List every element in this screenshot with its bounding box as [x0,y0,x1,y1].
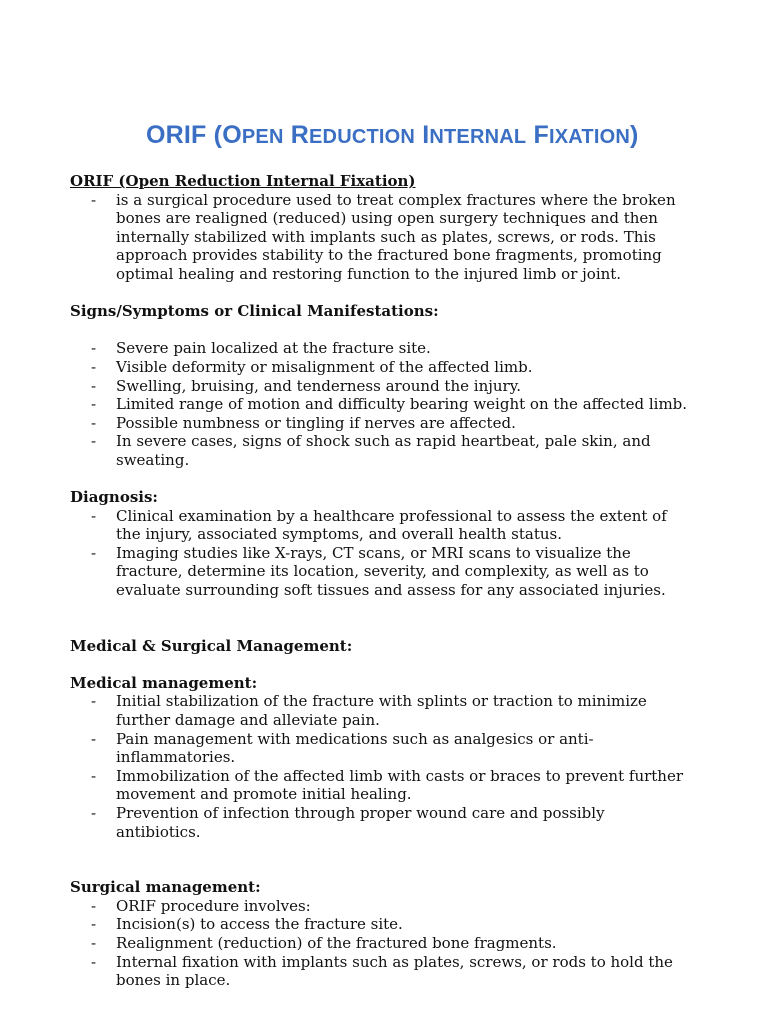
surgical-heading: Surgical management: [70,878,261,897]
document-title [0,121,768,150]
dash-bullet: - [91,506,97,525]
dash-bullet: - [91,896,97,915]
title-suffix: ) [630,121,639,149]
dash-bullet: - [91,339,97,358]
list-item: - Severe pain localized at the fracture site. [91,339,431,358]
title-word: INTERNAL [422,121,527,149]
title-word: FIXATION [533,121,630,149]
dash-bullet: - [91,933,97,952]
list-item: - Prevention of infection through proper wound care and possibly antibiotics. [91,804,605,841]
list-item: - Realignment (reduction) of the fractured bone fragments. [91,933,557,952]
dash-bullet: - [91,692,97,711]
dash-bullet: - [91,432,97,451]
list-item: - Immobilization of the affected limb with casts or braces to prevent further movement and promote initial healing. [91,766,684,804]
signs-heading: Signs/Symptoms or Clinical Manifestations: [70,302,439,321]
medical-section [70,674,690,841]
signs-section [70,302,690,469]
diagnosis-list [70,507,690,600]
diagnosis-heading: Diagnosis: [70,488,158,507]
list-item: - Limited range of motion and difficulty bearing weight on the affected limb. [91,395,688,414]
list-item: - Initial stabilization of the fracture with splints or traction to minimize further damage and alleviate pain. [91,692,647,730]
dash-bullet: - [91,952,97,971]
dash-bullet: - [91,804,97,822]
diagnosis-section [70,488,690,600]
dash-bullet: - [91,395,97,414]
title-word: REDUCTION [290,121,416,149]
title-prefix: ORIF ( [146,121,223,149]
surgical-list [70,897,690,990]
list-item: - ORIF procedure involves: [91,896,311,915]
medical-list [70,692,690,841]
list-item: - Visible deformity or misalignment of the affected limb. [91,357,533,376]
list-item: - Clinical examination by a healthcare professional to assess the extent of the injury, associated symptoms, and overall health status. [91,506,667,544]
intro-heading: ORIF (Open Reduction Internal Fixation) [70,172,416,190]
management-section [70,637,690,656]
list-item: - Pain management with medications such as analgesics or anti-inflammatories. [91,729,594,767]
list-item: - Swelling, bruising, and tenderness around the injury. [91,376,521,395]
dash-bullet: - [91,357,97,376]
intro-section [70,172,690,284]
dash-bullet: - [91,915,97,934]
document-body [70,172,690,990]
list-item: - Internal fixation with implants such as plates, screws, or rods to hold the bones in place. [91,952,673,990]
signs-list [70,339,690,469]
title-word: OPEN [222,121,284,149]
intro-list [70,191,690,284]
list-item: - Incision(s) to access the fracture site. [91,915,403,934]
list-item: - In severe cases, signs of shock such as rapid heartbeat, pale skin, and sweating. [91,432,651,469]
dash-bullet: - [91,729,97,748]
surgical-section [70,878,690,990]
management-heading: Medical & Surgical Management: [70,636,353,655]
dash-bullet: - [91,413,97,432]
dash-bullet: - [91,190,97,209]
list-item: - is a surgical procedure used to treat complex fractures where the broken bones are realigned (reduced) using open surgery techniques and then internally stabilized with implants such as plates, screws, or rods. This approach provides stability to the fractured bone fragments, promoting optimal healing and restoring function to the injured limb or joint. [91,190,676,283]
list-item: - Imaging studies like X-rays, CT scans, or MRI scans to visualize the fracture, determine its location, severity, and complexity, as well as to evaluate surrounding soft tissues and assess for any associated injuries. [91,543,666,600]
list-item: - Possible numbness or tingling if nerves are affected. [91,413,516,432]
dash-bullet: - [91,766,97,785]
medical-heading: Medical management: [70,673,258,692]
dash-bullet: - [91,376,97,395]
dash-bullet: - [91,543,97,562]
